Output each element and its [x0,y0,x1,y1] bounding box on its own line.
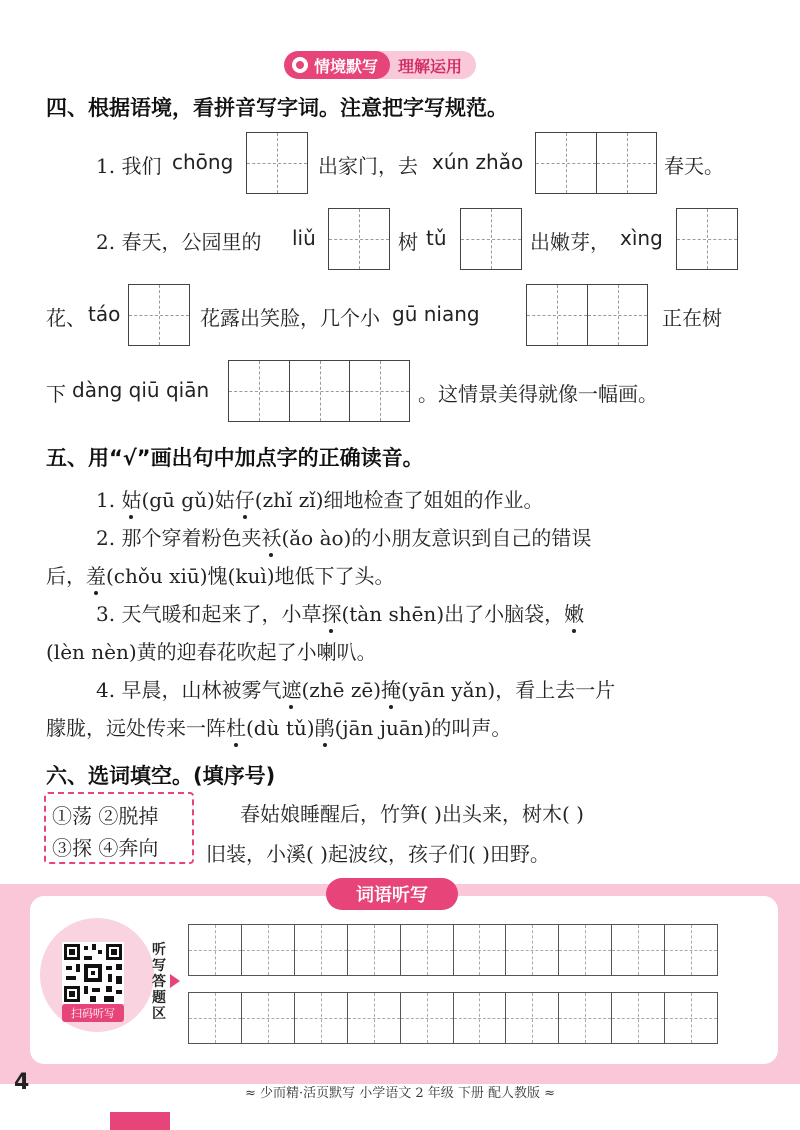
qr-code-icon[interactable] [62,942,124,1004]
s4-line1-pinyin1: chōng [172,150,234,174]
s5-item3: 3. 天气暖和起来了，小草探(tàn shēn)出了小脑袋，嫩 [96,598,584,627]
s4-line4-pinyin1: dàng qiū qiān [72,378,210,402]
footer-text: ≈ 少而精·活页默写 小学语文 2 年级 下册 配人教版 ≈ [244,1086,556,1101]
s5-item2: 2. 那个穿着粉色夹袄(ǎo ào)的小朋友意识到自己的错误 [96,522,591,551]
s5-item1: 1. 姑(gū gǔ)姑仔(zhǐ zǐ)细地检查了姐姐的作业。 [96,484,544,513]
dotted-char: 姑 [121,484,141,513]
word-options-row2: ③探 ④奔向 [52,836,159,860]
s4-line2-pinyin2: tǔ [426,226,447,250]
word-options-row1: ①荡 ②脱掉 [52,804,159,828]
s6-line2: 旧装，小溪( )起波纹，孩子们( )田野。 [206,842,550,866]
section-6-title: 六、选词填空。(填序号) [46,764,276,788]
s5-item2-cont: 后，羞(chǒu xiū)愧(kuì)地低下了头。 [46,560,395,589]
answer-box-chong[interactable] [246,132,308,194]
s4-line3-pinyin1: táo [88,302,121,326]
dotted-char: 嫩 [564,598,584,627]
s4-line4-a: 下 [46,382,66,406]
s4-line1-b: 出家门，去 [318,154,418,178]
dictation-side-label: 听写答题区 [152,942,166,1022]
s4-line2-b: 树 [398,230,418,254]
s4-line2-pinyin1: liǔ [292,226,316,250]
s4-line3-a: 花、 [46,306,86,330]
s4-line2-a: 2. 春天，公园里的 [96,230,262,254]
dotted-char: 鹃 [315,712,335,741]
answer-box-dangqiuqian[interactable] [228,360,410,422]
s4-line1-a: 1. 我们 [96,154,162,178]
dotted-char: 掩 [381,674,401,703]
section-5-title: 五、用“√”画出句中加点字的正确读音。 [46,446,424,470]
word-options-box [44,792,194,864]
s5-item4-cont: 朦胧，远处传来一阵杜(dù tǔ)鹃(jān juān)的叫声。 [46,712,511,741]
header-tag-main [284,51,390,79]
s4-line1-c: 春天。 [664,154,724,178]
answer-box-xunzhao[interactable] [535,132,657,194]
s4-line3-b: 花露出笑脸，几个小 [200,306,380,330]
header-tag-sub: 理解运用 [376,51,476,79]
s5-item3-cont: (lèn nèn)黄的迎春花吹起了小喇叭。 [46,640,377,664]
s4-line2-c: 出嫩芽， [530,230,610,254]
answer-box-tao[interactable] [128,284,190,346]
s4-line1-pinyin2: xún zhǎo [432,150,524,174]
page-number: 4 [14,1070,30,1095]
dotted-char: 遮 [281,674,301,703]
dotted-char: 杜 [226,712,246,741]
answer-box-tu[interactable] [460,208,522,270]
answer-box-liu[interactable] [328,208,390,270]
dotted-char: 羞 [86,560,106,589]
arrow-right-icon [170,974,180,988]
s6-line1: 春姑娘睡醒后，竹笋( )出头来，树木( ) [240,802,584,826]
dotted-char: 仔 [235,484,255,513]
section-4-title: 四、根据语境，看拼音写字词。注意把字写规范。 [46,96,508,120]
s4-line4-b: 。这情景美得就像一幅画。 [418,382,658,406]
s4-line3-pinyin2: gū niang [392,302,480,326]
dictation-grid-row-2[interactable] [188,992,718,1044]
section-header-tag [284,51,476,79]
answer-box-xing[interactable] [676,208,738,270]
s4-line2-pinyin3: xìng [620,226,663,250]
dictation-title: 词语听写 [326,878,458,910]
header-tag-main-label: 情境默写 [314,56,379,76]
s4-line3-c: 正在树 [662,306,722,330]
dictation-grid-row-1[interactable] [188,924,718,976]
bottom-decoration [110,1112,170,1130]
dotted-char: 袄 [261,522,281,551]
badge-icon [292,57,308,73]
answer-box-guniang[interactable] [526,284,648,346]
dotted-char: 探 [321,598,341,627]
qr-label: 扫码听写 [62,1004,124,1022]
s5-item4: 4. 早晨，山林被雾气遮(zhē zē)掩(yān yǎn)，看上去一片 [96,674,615,703]
